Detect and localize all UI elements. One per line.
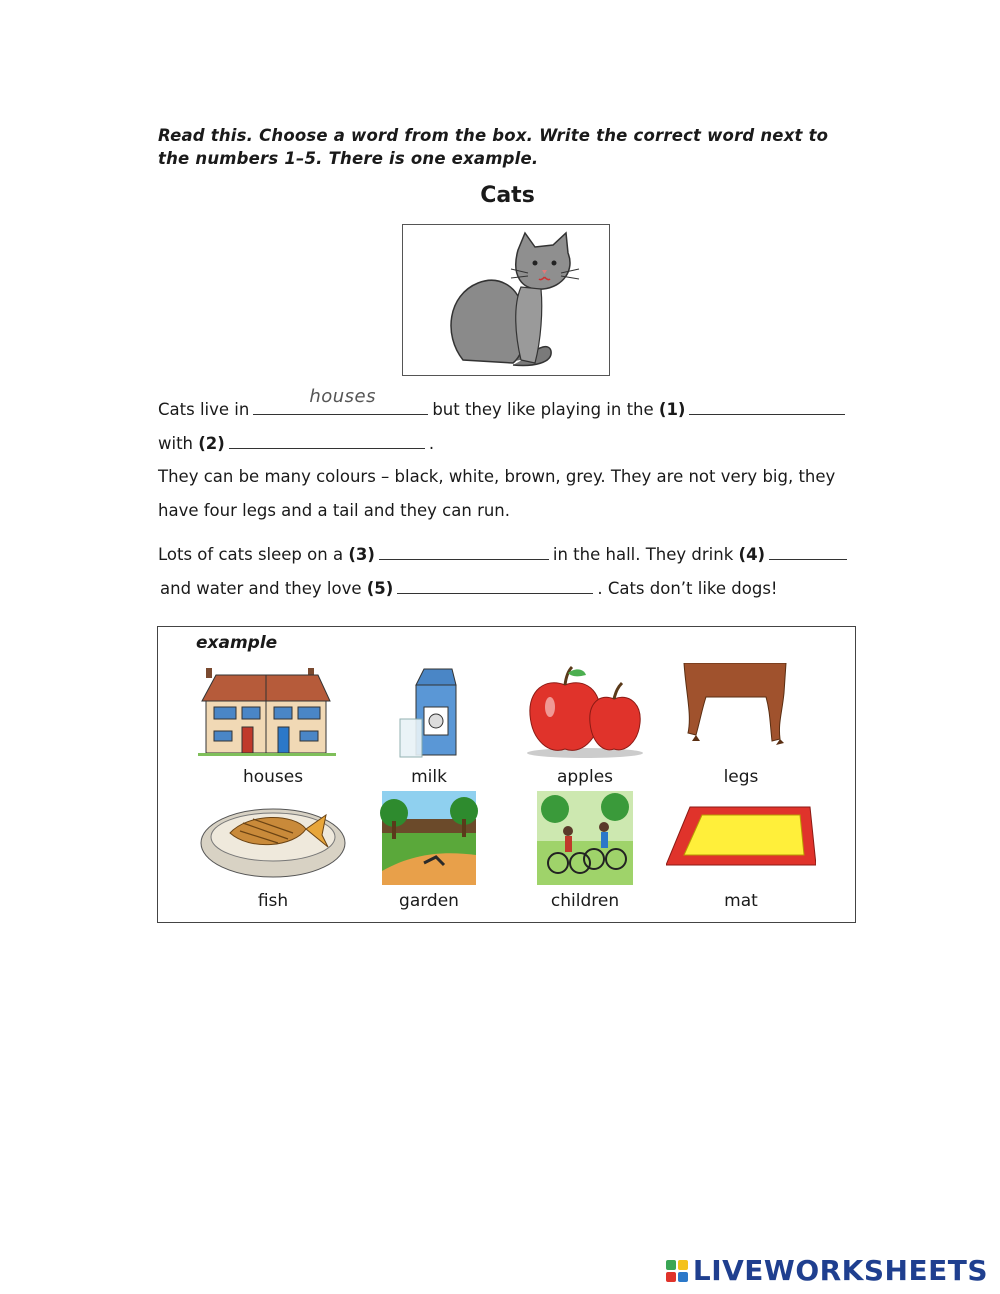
- example-label: example: [196, 633, 278, 653]
- fish-icon: [198, 791, 348, 891]
- logo-square-e: [678, 1272, 688, 1282]
- logo-square-l: [666, 1260, 676, 1270]
- passage-text: . Cats don’t like dogs!: [597, 579, 778, 598]
- passage-text: in the hall. They drink: [552, 545, 734, 564]
- cat-illustration: [403, 225, 609, 375]
- page-title: Cats: [480, 183, 535, 208]
- passage-line-3: They can be many colours – black, white, brown, grey. They are not very big, they: [158, 467, 836, 486]
- question-number-2: (2): [198, 434, 225, 453]
- children-icon: [510, 791, 660, 891]
- passage-text: but they like playing in the: [432, 400, 654, 419]
- cat-picture: [402, 224, 610, 376]
- word-label-garden: garden: [399, 891, 459, 911]
- brand-name: LIVEWORKSHEETS: [692, 1254, 988, 1287]
- liveworksheets-logo: [666, 1254, 988, 1287]
- instructions: [158, 124, 858, 170]
- milk-icon: [354, 663, 504, 763]
- answer-blank-5[interactable]: [397, 575, 593, 594]
- liveworksheets-icon: [666, 1260, 688, 1282]
- word-label-fish: fish: [257, 891, 289, 911]
- logo-square-i: [678, 1260, 688, 1270]
- passage-line-5: [158, 541, 851, 564]
- apples-icon: [510, 663, 660, 763]
- example-answer-blank: [253, 386, 428, 415]
- passage-text: .: [428, 434, 435, 453]
- word-label-apples: apples: [556, 767, 614, 787]
- answer-blank-2[interactable]: [229, 430, 425, 449]
- passage-line-1: [158, 386, 849, 419]
- legs-icon: [666, 663, 816, 763]
- word-label-milk: milk: [411, 767, 447, 787]
- question-number-4: (4): [738, 545, 766, 564]
- word-label-houses: houses: [242, 767, 304, 787]
- passage-text: with: [158, 434, 194, 453]
- answer-blank-3[interactable]: [379, 541, 549, 560]
- question-number-1: (1): [658, 400, 686, 419]
- houses-icon: [198, 663, 348, 763]
- passage-line-2: [158, 430, 434, 453]
- question-number-5: (5): [366, 579, 394, 598]
- passage-text: Cats live in: [158, 400, 250, 419]
- question-number-3: (3): [348, 545, 375, 564]
- garden-icon: [354, 791, 504, 891]
- passage-text: Lots of cats sleep on a: [158, 545, 344, 564]
- passage-text: and water and they love: [160, 579, 362, 598]
- passage-line-6: [160, 575, 778, 598]
- word-label-legs: legs: [723, 767, 759, 787]
- answer-blank-4[interactable]: [769, 541, 847, 560]
- mat-icon: [666, 791, 816, 891]
- example-answer-text: houses: [309, 386, 376, 407]
- word-label-children: children: [550, 891, 620, 911]
- answer-blank-1[interactable]: [689, 396, 845, 415]
- passage-line-4: have four legs and a tail and they can run.: [158, 501, 511, 520]
- word-box: [157, 626, 856, 923]
- word-label-mat: mat: [724, 891, 758, 911]
- instructions-text: Read this. Choose a word from the box. Write the correct word next to the numbers 1–5. There is one example.: [158, 126, 829, 168]
- logo-square-v: [666, 1272, 676, 1282]
